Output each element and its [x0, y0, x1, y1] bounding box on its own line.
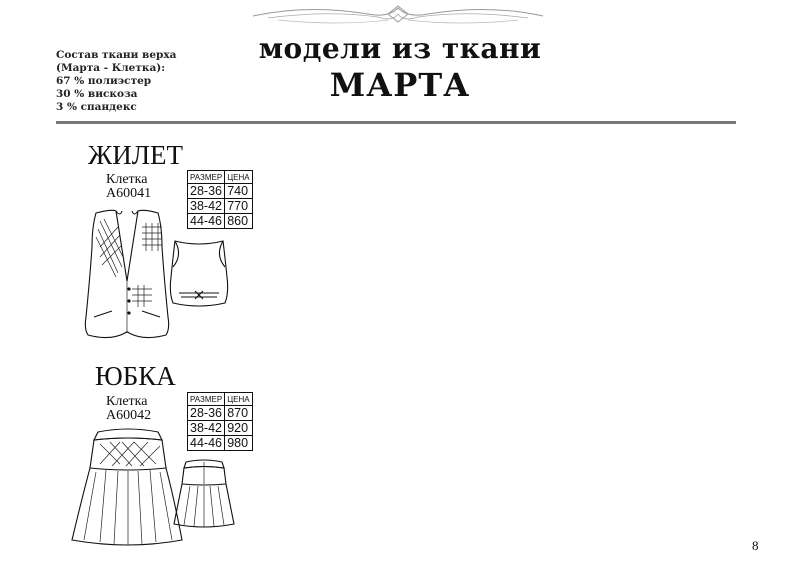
section-title-vest: ЖИЛЕТ	[88, 140, 183, 170]
size-cell: 44-46	[188, 214, 225, 229]
composition-line: Состав ткани верха	[56, 49, 177, 61]
skirt-article: А60042	[106, 408, 152, 423]
size-cell: 28-36	[188, 406, 225, 421]
vest-back-drawing	[167, 237, 232, 309]
size-cell: 38-42	[188, 199, 225, 214]
skirt-fabric: Клетка	[106, 394, 148, 409]
price-cell: 920	[225, 421, 252, 436]
section-title-skirt: ЮБКА	[95, 361, 176, 391]
size-header: РАЗМЕР	[188, 393, 225, 406]
vest-fabric: Клетка	[106, 172, 148, 187]
vest-model-info	[106, 173, 151, 201]
table-row	[188, 199, 253, 214]
size-cell: 28-36	[188, 184, 225, 199]
table-row	[188, 421, 253, 436]
price-cell: 770	[225, 199, 252, 214]
size-cell: 38-42	[188, 421, 225, 436]
composition-line: (Марта - Клетка):	[56, 62, 166, 74]
skirt-price-table	[187, 392, 253, 451]
table-row	[188, 184, 253, 199]
price-cell: 740	[225, 184, 252, 199]
ornament-divider	[248, 2, 548, 28]
price-cell: 870	[225, 406, 252, 421]
size-cell: 44-46	[188, 436, 225, 451]
composition-line: 30 % вискоза	[56, 88, 138, 100]
fabric-composition	[56, 49, 176, 114]
price-cell: 980	[225, 436, 252, 451]
skirt-front-drawing	[70, 428, 185, 550]
skirt-model-info	[106, 395, 151, 423]
page-number: 8	[752, 538, 759, 553]
skirt-back-drawing	[172, 458, 237, 530]
table-row	[188, 436, 253, 451]
price-header: ЦЕНА	[225, 171, 252, 184]
table-row	[188, 406, 253, 421]
vest-article: А60041	[106, 186, 152, 201]
size-header: РАЗМЕР	[188, 171, 225, 184]
header-rule	[56, 121, 736, 124]
vest-front-drawing	[82, 207, 172, 342]
composition-line: 67 % полиэстер	[56, 75, 152, 87]
table-row	[188, 214, 253, 229]
page-title: модели из ткани	[258, 32, 542, 65]
vest-price-table	[187, 170, 253, 229]
composition-line: 3 % спандекс	[56, 101, 137, 113]
price-header: ЦЕНА	[225, 393, 252, 406]
page-subtitle: МАРТА	[329, 66, 471, 104]
price-cell: 860	[225, 214, 252, 229]
